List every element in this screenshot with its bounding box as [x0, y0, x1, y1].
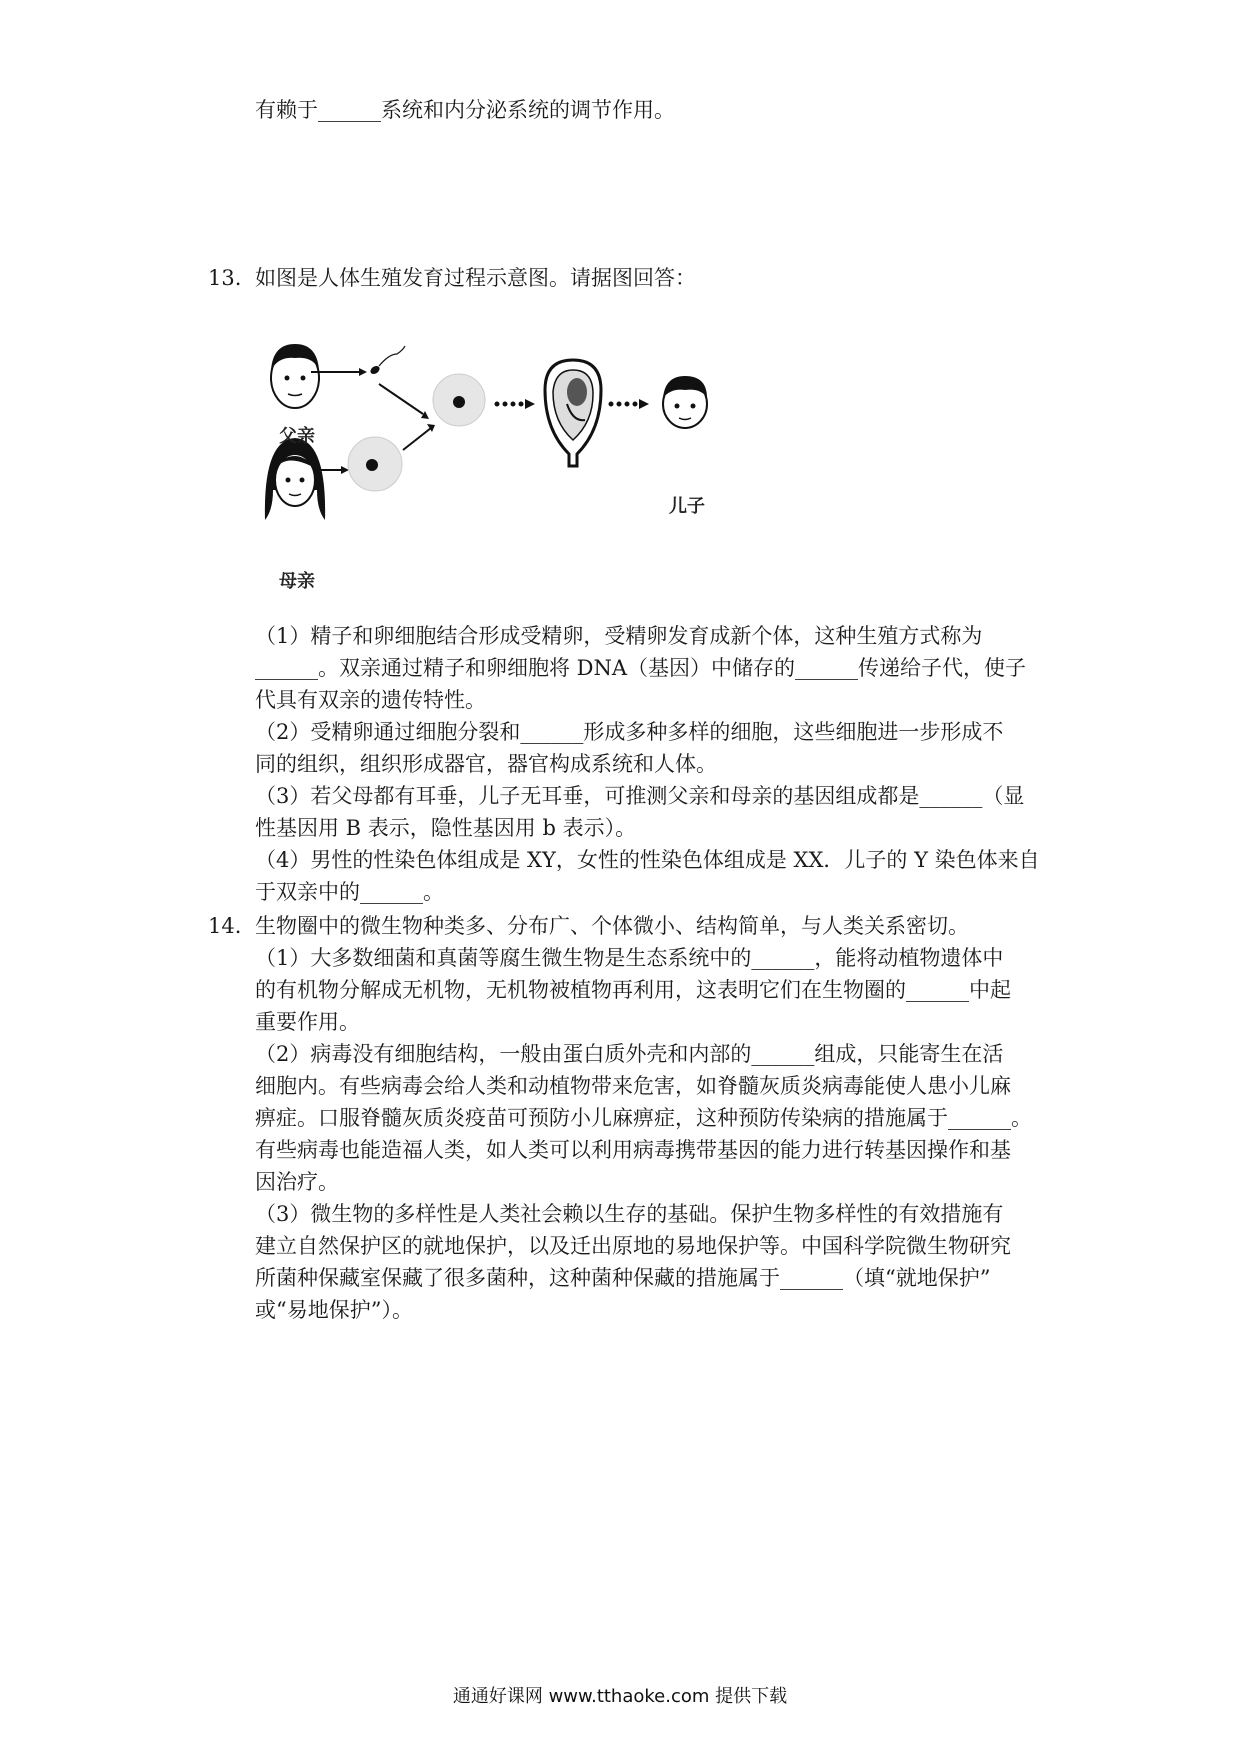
q13-line-9: 于双亲中的______。: [255, 880, 444, 904]
q13-stem: 如图是人体生殖发育过程示意图。请据图回答：: [255, 266, 696, 290]
dotted-arrow-1: [495, 399, 536, 409]
q13-line-1: （1）精子和卵细胞结合形成受精卵，受精卵发育成新个体，这种生殖方式称为: [255, 624, 983, 648]
q14-line-4: （2）病毒没有细胞结构，一般由蛋白质外壳和内部的______组成，只能寄生在活: [255, 1042, 1004, 1066]
q14-line-10: 建立自然保护区的就地保护，以及迁出原地的易地保护等。中国科学院微生物研究: [255, 1234, 1011, 1258]
q13-line-7: 性基因用 B 表示，隐性基因用 b 表示）。: [255, 816, 637, 840]
father-figure: [271, 344, 319, 408]
q14-line-2: 的有机物分解成无机物，无机物被植物再利用，这表明它们在生物圈的______中起: [255, 978, 1011, 1002]
q14-line-5: 细胞内。有些病毒会给人类和动植物带来危害，如脊髓灰质炎病毒能使人患小儿麻: [255, 1074, 1011, 1098]
page-footer: 通通好课网 www.tthaoke.com 提供下载: [452, 1686, 788, 1707]
q13-line-5: 同的组织，组织形成器官，器官构成系统和人体。: [255, 752, 717, 776]
uterus-fetus: [545, 360, 601, 466]
q14-line-9: （3）微生物的多样性是人类社会赖以生存的基础。保护生物多样性的有效措施有: [255, 1202, 1004, 1226]
son-figure: [663, 376, 707, 428]
zygote: [433, 374, 485, 426]
mother-label: 母亲: [279, 571, 315, 592]
q14-stem: 生物圈中的微生物种类多、分布广、个体微小、结构简单，与人类关系密切。: [255, 914, 969, 938]
reproduction-diagram: [255, 330, 815, 600]
egg-cell: [348, 437, 402, 491]
arrow-sperm: [379, 384, 423, 414]
q13-line-2: ______。双亲通过精子和卵细胞将 DNA（基因）中储存的______传递给子代，使子: [255, 656, 1027, 680]
q13-line-4: （2）受精卵通过细胞分裂和______形成多种多样的细胞，这些细胞进一步形成不: [255, 720, 1004, 744]
q14-line-1: （1）大多数细菌和真菌等腐生微生物是生态系统中的______，能将动植物遗体中: [255, 946, 1004, 970]
q14-line-6: 痹症。口服脊髓灰质炎疫苗可预防小儿麻痹症，这种预防传染病的措施属于______。: [255, 1106, 1032, 1130]
continued-question-line: 有赖于______系统和内分泌系统的调节作用。: [255, 98, 675, 122]
q13-line-3: 代具有双亲的遗传特性。: [255, 688, 486, 712]
q14-line-7: 有些病毒也能造福人类，如人类可以利用病毒携带基因的能力进行转基因操作和基: [255, 1138, 1011, 1162]
sperm-cell: [369, 346, 405, 376]
q14-line-12: 或“易地保护”）。: [255, 1298, 413, 1322]
father-label: 父亲: [279, 426, 315, 447]
reproduction-diagram-svg: [255, 330, 815, 600]
arrow-egg: [403, 428, 431, 450]
son-label: 儿子: [669, 496, 705, 517]
dotted-arrow-2: [609, 399, 650, 409]
mother-figure: [265, 438, 325, 520]
q14-line-8: 因治疗。: [255, 1170, 339, 1194]
q13-line-8: （4）男性的性染色体组成是 XY，女性的性染色体组成是 XX．儿子的 Y 染色体来自: [255, 848, 1040, 872]
q14-line-11: 所菌种保藏室保藏了很多菌种，这种菌种保藏的措施属于______（填“就地保护”: [255, 1266, 991, 1290]
q13-number: 13.: [208, 266, 242, 290]
q14-number: 14.: [208, 914, 242, 938]
q14-line-3: 重要作用。: [255, 1010, 360, 1034]
q13-line-6: （3）若父母都有耳垂，儿子无耳垂，可推测父亲和母亲的基因组成都是______（显: [255, 784, 1025, 808]
